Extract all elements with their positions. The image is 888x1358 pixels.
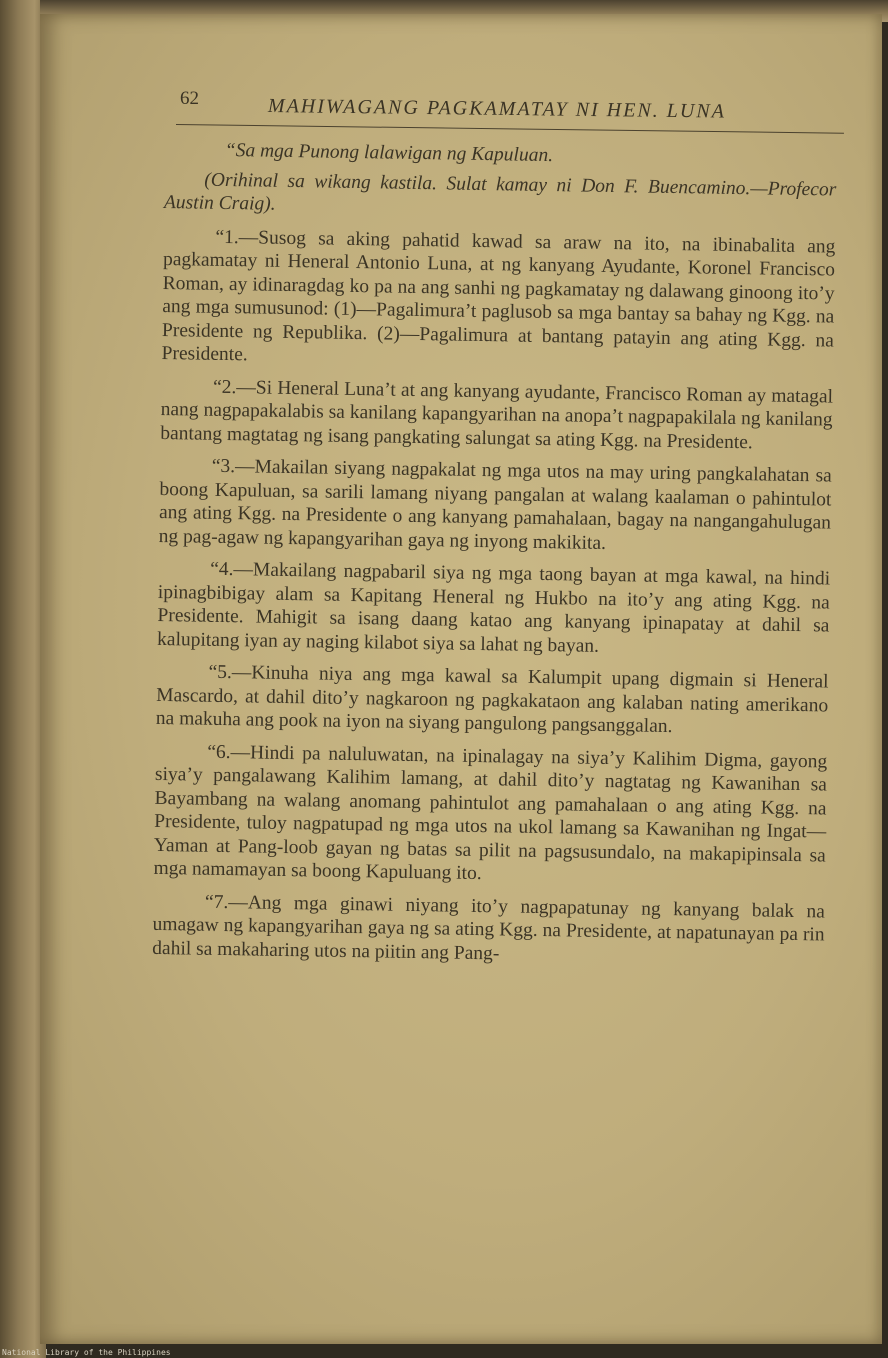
paragraph-2: “2.—Si Heneral Luna’t at ang kanyang ayudante, Francisco Roman ay matagal nang nagpapakalabis sa kanilang kapangyarihan na anopa’t nagpapakilala ng kanilang bantang magtatag ng isang pangkating salungat sa ating Kgg. na Presidente.	[160, 376, 834, 453]
paragraph-5: “5.—Kinuha niya ang mga kawal sa Kalumpit upang digmain si Heneral Mascardo, at dahil dito’y nagkaroon ng pagkakataon ang kalaban nating amerikano na makuha ang pook na iyon na siyang pangulong pangsanggalan.	[155, 661, 829, 738]
letter-address: “Sa mga Punong lalawigan ng Kapuluan.	[224, 139, 554, 167]
page-number: 62	[180, 88, 199, 109]
running-head: MAHIWAGANG PAGKAMATAY NI HEN. LUNA	[267, 95, 727, 123]
source-note: (Orihinal sa wikang kastila. Sulat kamay ni Don F. Buencamino.—Profecor Austin Craig).	[163, 169, 837, 215]
paragraph-1: “1.—Susog sa aking pahatid kawad sa araw na ito, na ibinabalita ang pagkamatay ni Heneral Antonio Luna, at ng kanyang Ayudante, Koronel Francisco Roman, ay idinaragdag ko pa na ang sanhi ng pagkamatay ng dalawang ginoong ito’y ang mga sumusunod: (1)—Pagalimura’t paglusob sa mga bantay sa bahay ng Kgg. na Presidente ng Republika. (2)—Pagalimura at bantang patayin ang ating Kgg. na Presidente.	[161, 226, 836, 366]
paragraph-6: “6.—Hindi pa naluluwatan, na ipinalagay na siya’y Kalihim Digma, gayong siya’y pangalawang Kalihim lamang, at dahil dito’y nagtatag ng Kawanihan sa Bayambang na walang anomang pahintulot ang pamahalaan o ang ating Kgg. na Presidente, tuloy nagpatupad ng mga utos na ukol lamang sa Kawanihan ng Ingat—Yaman at Pang-loob gayan ng batas sa pilit na pagsusundalo, na makapipinsala sa mga namamayan sa boong Kapuluang ito.	[153, 741, 828, 885]
paragraph-4: “4.—Makailang nagpabaril siya ng mga taong bayan at mga kawal, na hindi ipinagbibigay alam sa Kapitang Heneral ng Hukbo na ito’y ang ating Kgg. na Presidente. Mahigit sa isang daang katao ang kanyang ipinapatay at dahil sa kalupitang iyan ay naging kilabot siya sa lahat ng bayan.	[156, 558, 831, 657]
page-body-text	[152, 138, 837, 979]
paragraph-3: “3.—Makailan siyang nagpakalat ng mga utos na may uring pangkalahatan sa boong Kapuluan, sa sarili lamang niyang pangalan at walang kaalaman o pahintulot ang ating Kgg. na Presidente o ang kanyang pamahalaan, bagay na nangangahulugan ng pag-agaw ng kapangyarihan gaya ng inyong makikita.	[158, 455, 832, 554]
library-credit: National Library of the Philippines	[2, 1348, 171, 1357]
paragraph-7: “7.—Ang mga ginawi niyang ito’y nagpapatunay ng kanyang balak na umagaw ng kapangyarihan gaya ng sa ating Kgg. na Presidente, at napatunayan pa rin dahil sa makaharing utos na piitin ang Pang-	[152, 891, 826, 964]
